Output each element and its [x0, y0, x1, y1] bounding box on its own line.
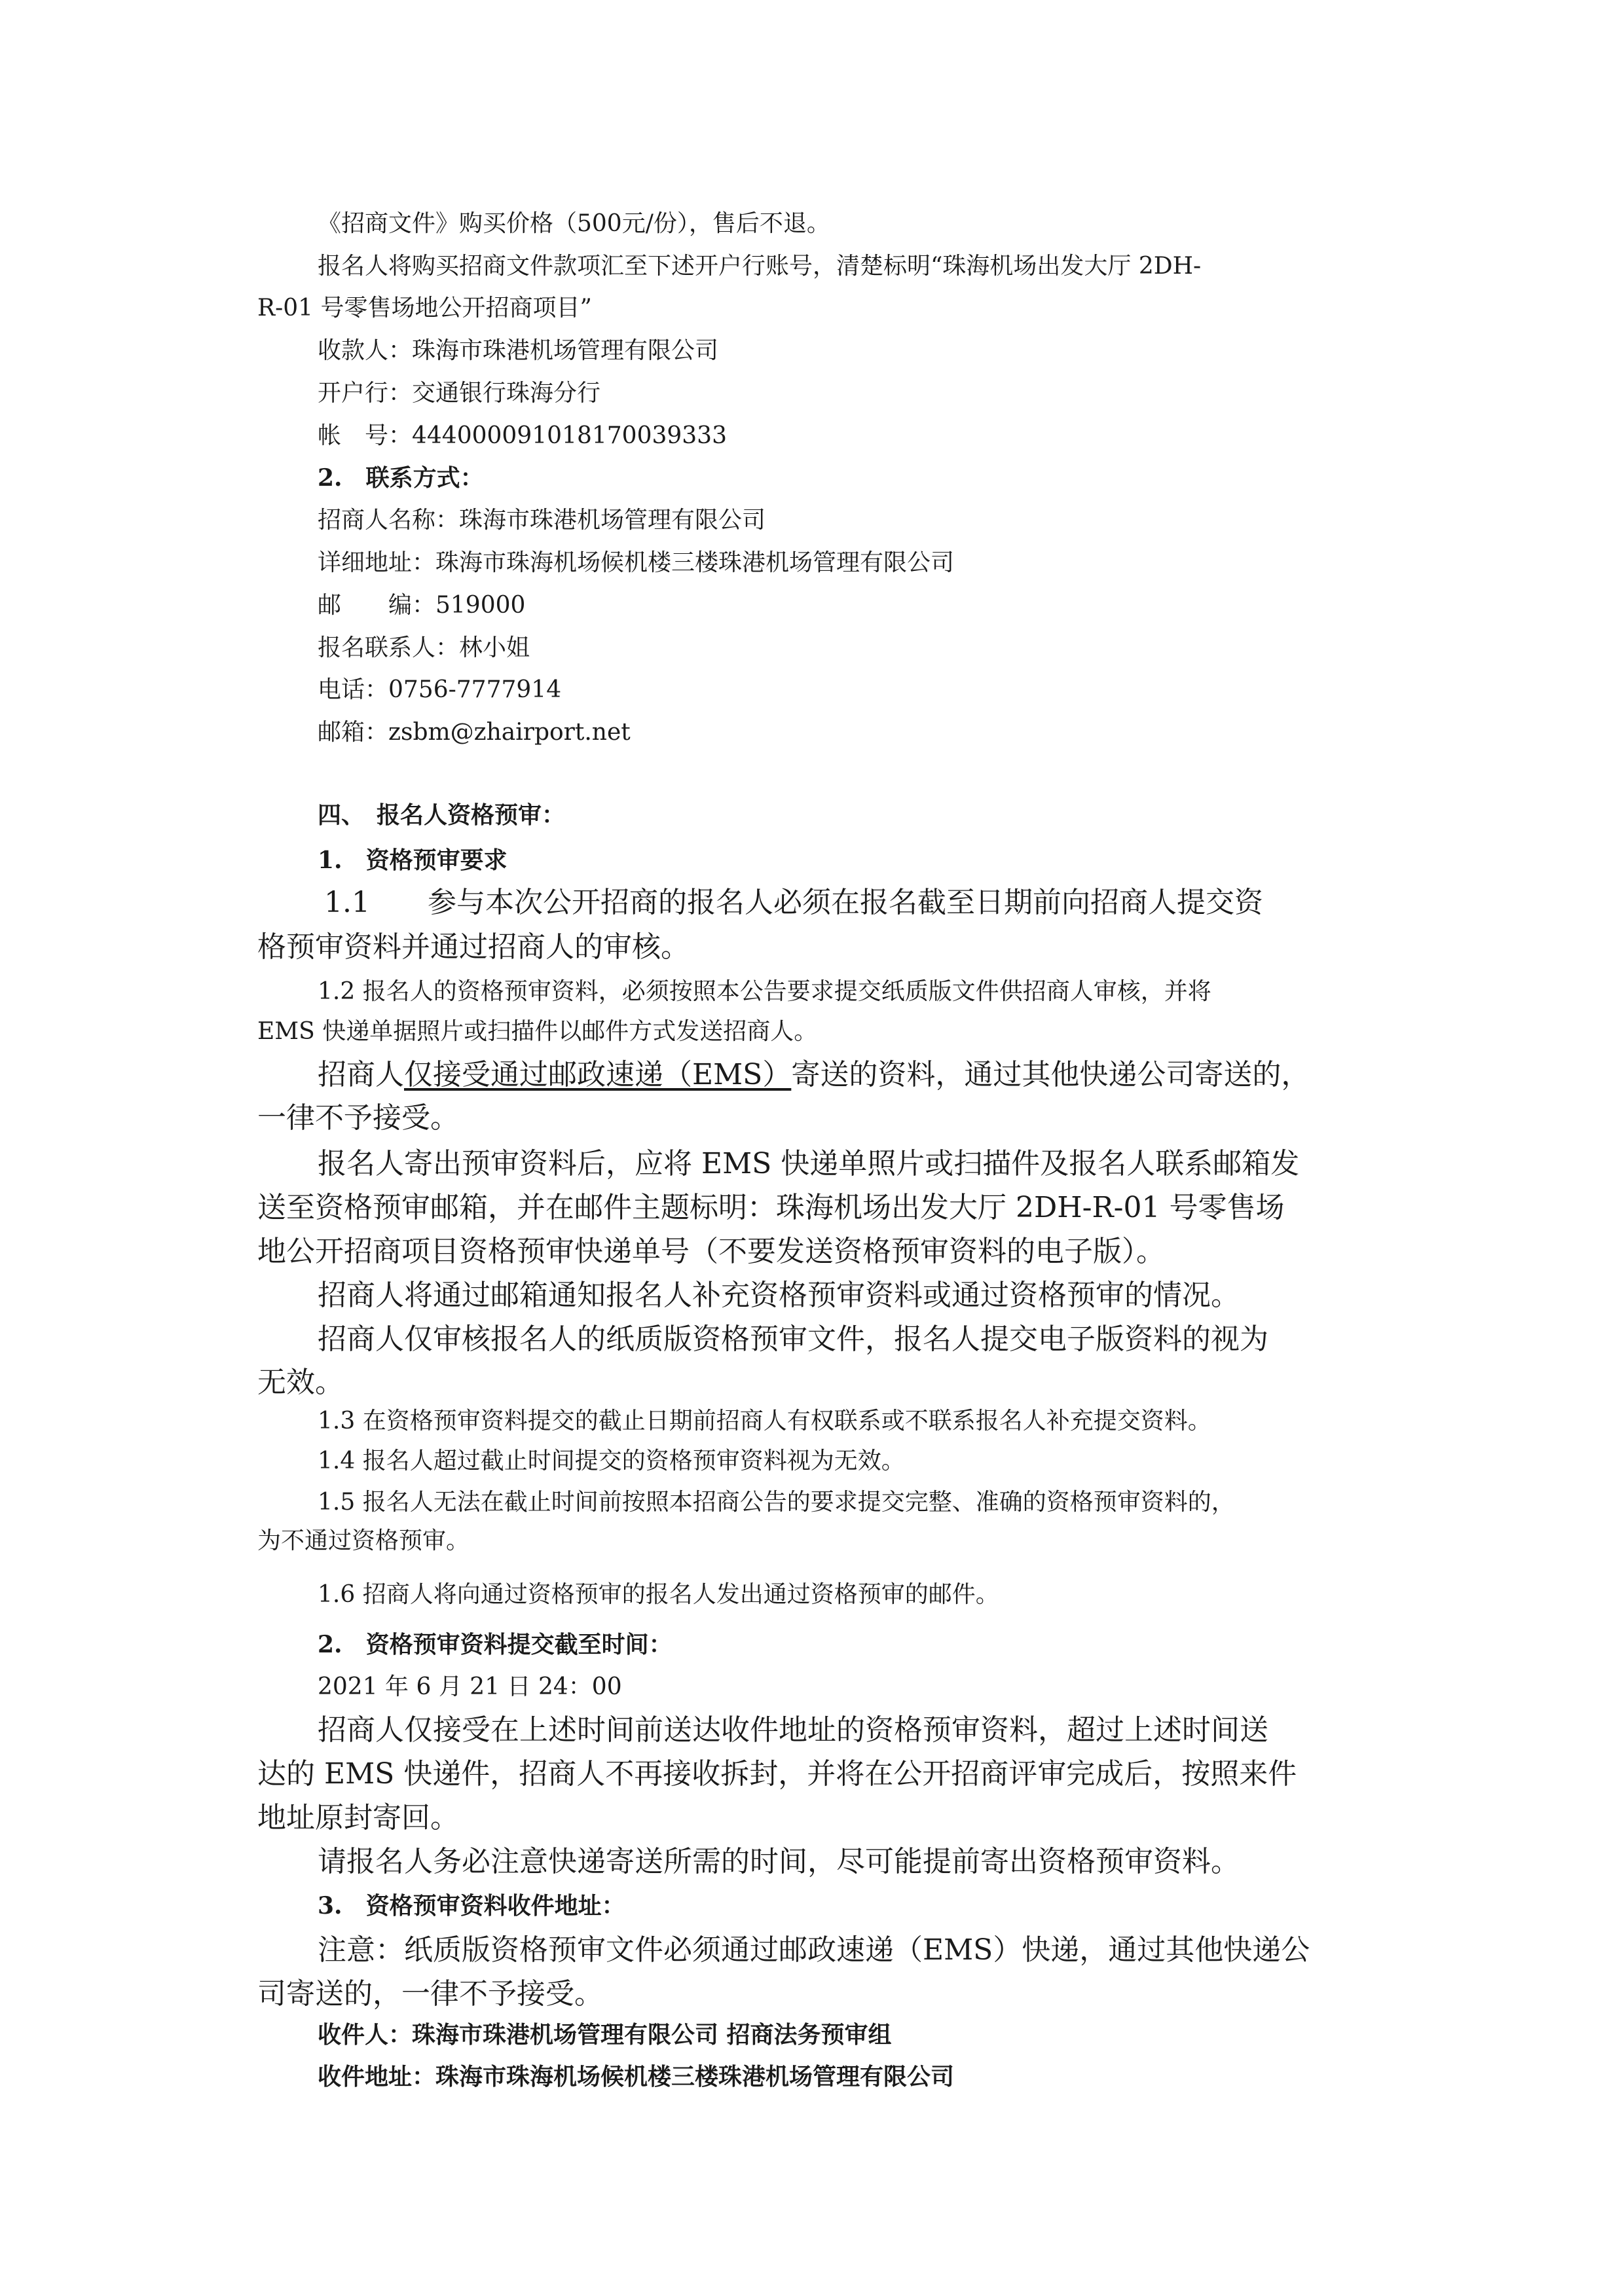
clause-1-6-line: 1.6 招商人将向通过资格预审的报名人发出通过资格预审的邮件。 [318, 1581, 999, 1608]
contact-postcode-line: 邮 编：519000 [318, 592, 526, 619]
bank-line: 开户行：交通银行珠海分行 [318, 380, 601, 407]
price-line: 《招商文件》购买价格（500元/份），售后不退。 [318, 210, 830, 237]
recipient-line: 收件人：珠海市珠港机场管理有限公司 招商法务预审组 [318, 2021, 892, 2049]
accept-line-1: 招商人仅接受在上述时间前送达收件地址的资格预审资料，超过上述时间送 [318, 1713, 1268, 1747]
clause-1-1-line-2: 格预审资料并通过招商人的审核。 [257, 930, 690, 964]
ems-only-underlined: 仅接受通过邮政速递（EMS） [404, 1058, 792, 1091]
recipient-address-line: 收件地址：珠海市珠海机场候机楼三楼珠港机场管理有限公司 [318, 2063, 955, 2090]
clause-1-5-line-2: 为不通过资格预审。 [257, 1527, 470, 1554]
accept-line-2: 达的 EMS 快递件，招商人不再接收拆封，并将在公开招商评审完成后，按照来件 [257, 1757, 1297, 1791]
ems-only-line-1 [318, 1056, 1310, 1094]
account-line: 帐 号：444000091018170039333 [318, 422, 727, 449]
notify-line: 招商人将通过邮箱通知报名人补充资格预审资料或通过资格预审的情况。 [318, 1279, 1240, 1312]
subsection-1-heading: 1. 资格预审要求 [318, 847, 507, 874]
subsection-2-heading: 2. 资格预审资料提交截至时间： [318, 1631, 673, 1658]
accept-line-3: 地址原封寄回。 [257, 1801, 459, 1834]
contact-phone-line: 电话：0756-7777914 [318, 676, 562, 703]
payment-instruction-line-2: R-01 号零售场地公开招商项目” [257, 295, 592, 321]
note-line-2: 司寄送的，一律不予接受。 [257, 1977, 603, 2011]
note-line-1: 注意：纸质版资格预审文件必须通过邮政速递（EMS）快递，通过其他快递公 [318, 1933, 1310, 1967]
payee-line: 收款人：珠海市珠港机场管理有限公司 [318, 337, 719, 364]
ems-only-suffix: 寄送的资料，通过其他快递公司寄送的， [791, 1058, 1310, 1091]
clause-1-2-line-1: 1.2 报名人的资格预审资料，必须按照本公告要求提交纸质版文件供招商人审核，并将 [318, 978, 1211, 1005]
contact-person-line: 报名联系人：林小姐 [318, 634, 530, 661]
clause-1-4-line: 1.4 报名人超过截止时间提交的资格预审资料视为无效。 [318, 1448, 905, 1474]
payment-instruction-line-1: 报名人将购买招商文件款项汇至下述开户行账号，清楚标明“珠海机场出发大厅 2DH- [318, 253, 1202, 280]
send-instruction-line-2: 送至资格预审邮箱，并在邮件主题标明：珠海机场出发大厅 2DH-R-01 号零售场 [257, 1191, 1285, 1224]
contact-heading: 2. 联系方式： [318, 464, 484, 492]
send-instruction-line-1: 报名人寄出预审资料后，应将 EMS 快递单照片或扫描件及报名人联系邮箱发 [318, 1147, 1300, 1180]
contact-name-line: 招商人名称：珠海市珠港机场管理有限公司 [318, 507, 766, 534]
ems-only-line-2: 一律不予接受。 [257, 1101, 459, 1135]
send-instruction-line-3: 地公开招商项目资格预审快递单号（不要发送资格预审资料的电子版）。 [257, 1235, 1165, 1268]
reminder-line: 请报名人务必注意快递寄送所需的时间，尽可能提前寄出资格预审资料。 [318, 1845, 1240, 1878]
paper-only-line-2: 无效。 [257, 1366, 344, 1399]
deadline-line: 2021 年 6 月 21 日 24：00 [318, 1673, 622, 1700]
paper-only-line-1: 招商人仅审核报名人的纸质版资格预审文件，报名人提交电子版资料的视为 [318, 1322, 1268, 1356]
clause-1-1-line-1: 1.1 参与本次公开招商的报名人必须在报名截至日期前向招商人提交资 [324, 886, 1263, 919]
clause-1-2-line-2: EMS 快递单据照片或扫描件以邮件方式发送招商人。 [257, 1018, 818, 1045]
clause-1-3-line: 1.3 在资格预审资料提交的截止日期前招商人有权联系或不联系报名人补充提交资料。 [318, 1408, 1211, 1434]
contact-email-line: 邮箱：zsbm@zhairport.net [318, 719, 631, 746]
clause-1-5-line-1: 1.5 报名人无法在截止时间前按照本招商公告的要求提交完整、准确的资格预审资料的， [318, 1489, 1235, 1516]
section-4-heading: 四、 报名人资格预审： [318, 801, 566, 829]
subsection-3-heading: 3. 资格预审资料收件地址： [318, 1892, 625, 1920]
contact-address-line: 详细地址：珠海市珠海机场候机楼三楼珠港机场管理有限公司 [318, 549, 955, 576]
ems-only-prefix: 招商人 [318, 1058, 404, 1091]
